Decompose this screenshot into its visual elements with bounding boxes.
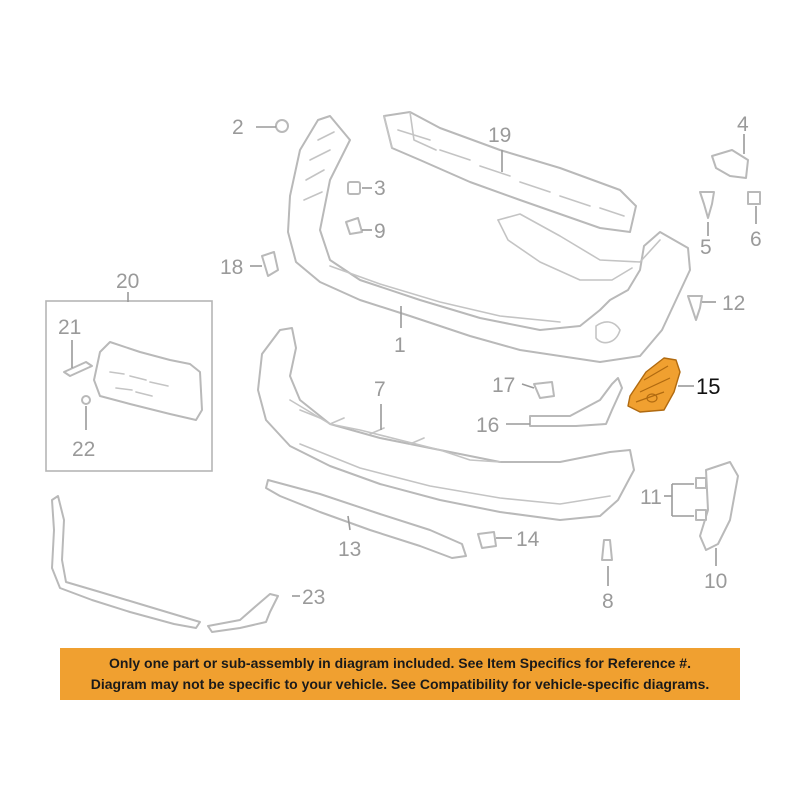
part-6-clip — [748, 192, 760, 204]
callout-19: 19 — [488, 124, 512, 147]
callout-1: 1 — [394, 334, 406, 357]
callout-20: 20 — [116, 270, 140, 293]
part-15-bracket-highlighted — [628, 358, 680, 412]
part-14-clip — [478, 532, 496, 548]
callout-14: 14 — [516, 528, 540, 551]
disclaimer-line-2: Diagram may not be specific to your vehicle. See Compatibility for vehicle-specific diagrams. — [90, 676, 710, 692]
callout-7: 7 — [374, 378, 386, 401]
callout-23: 23 — [302, 586, 326, 609]
callout-21: 21 — [58, 316, 82, 339]
disclaimer-banner — [60, 648, 740, 700]
callout-17: 17 — [492, 374, 516, 397]
part-18-clip — [262, 252, 278, 276]
callout-10: 10 — [704, 570, 728, 593]
part-17-clip — [534, 382, 554, 398]
callout-18: 18 — [220, 256, 244, 279]
callout-16: 16 — [476, 414, 500, 437]
callout-11: 11 — [640, 486, 662, 509]
callout-13: 13 — [338, 538, 362, 561]
callout-3: 3 — [374, 177, 386, 200]
callout-5: 5 — [700, 236, 712, 259]
part-12-bolt — [688, 296, 702, 320]
part-23-deflector — [52, 496, 278, 632]
callout-9: 9 — [374, 220, 386, 243]
callout-15-highlighted: 15 — [696, 374, 721, 399]
callout-2: 2 — [232, 116, 244, 139]
part-8-pin — [602, 540, 612, 560]
callout-12: 12 — [722, 292, 746, 315]
callout-8: 8 — [602, 590, 614, 613]
callout-6: 6 — [750, 228, 762, 251]
callout-4: 4 — [737, 113, 749, 136]
part-2-clip — [276, 120, 288, 132]
part-10-side-bracket — [696, 462, 738, 550]
part-4-sensor-bracket — [712, 150, 748, 178]
part-3-nut — [348, 182, 360, 194]
disclaimer-line-1: Only one part or sub-assembly in diagram included. See Item Specifics for Reference #. — [109, 655, 691, 671]
part-9-retainer — [346, 218, 362, 234]
part-5-bolt — [700, 192, 714, 218]
callout-22: 22 — [72, 438, 96, 461]
